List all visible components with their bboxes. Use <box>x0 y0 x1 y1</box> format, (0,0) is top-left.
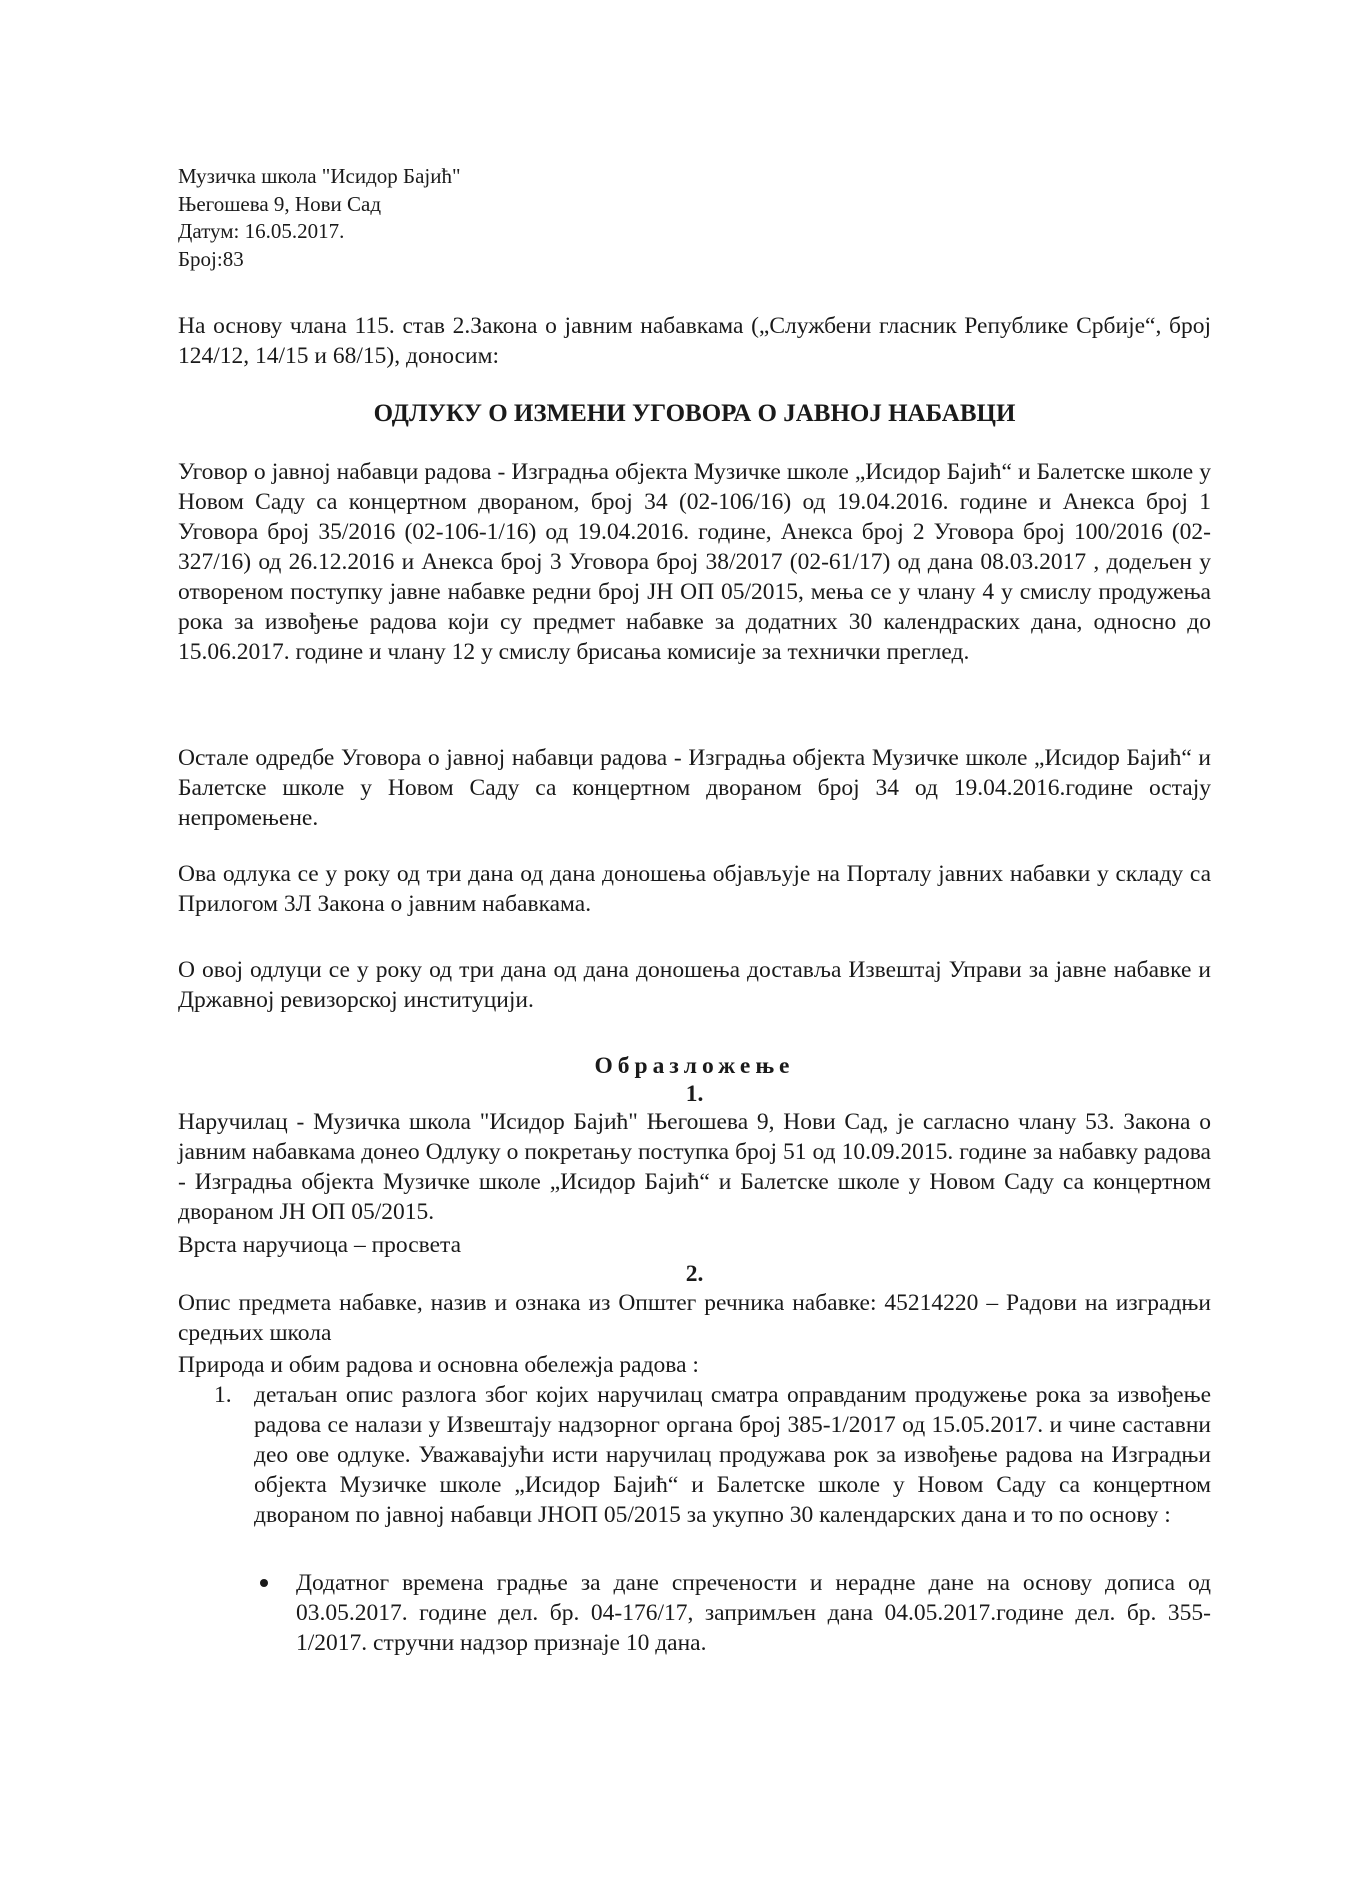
explanation-heading: Образложење <box>594 1053 795 1079</box>
document-date: Датум: 16.05.2017. <box>178 219 345 243</box>
section-1-number: 1. <box>685 1081 704 1107</box>
school-name: Музичка школа "Исидор Бајић" <box>178 164 461 188</box>
bullet-item-text: Додатног времена градње за дане спречености и нерадне дане на основу дописа од 03.05.2017. године дел. бр. 04-176/17, запримљен дана 04.05.2017.године дел. бр. 355-1/2017. стручни надзор признаје 10 дана. <box>296 1570 1211 1656</box>
paragraph-publication: Ова одлука се у року од три дана од дана доношења објављује на Порталу јавних набавки у складу са Прилогом 3Л Закона о јавним набавкама. <box>178 861 1211 917</box>
decision-title: ОДЛУКУ О ИЗМЕНИ УГОВОРА О ЈАВНОЈ НАБАВЦИ <box>373 400 1016 427</box>
list-item-text: детаљан опис разлога због којих наручилац сматра оправданим продужење рока за извођење радова се налази у Извештају надзорног органа број 385-1/2017 од 15.05.2017. и чине саставни део ове одлуке. Уважавајући исти наручилац продужава рок за извођење радова на Изградњи објекта Музичке школе „Исидор Бајић“ и Балетске школе у Новом Саду са концертном двораном по јавној набавци ЈНОП 05/2015 за укупно 30 календарских дана и то по основу : <box>254 1382 1211 1528</box>
intro-paragraph: На основу члана 115. став 2.Закона о јавним набавкама („Службени гласник Републике Србије“, број 124/12, 14/15 и 68/15), доносим: <box>178 313 1211 369</box>
works-nature: Природа и обим радова и основна обележја радова : <box>178 1352 699 1378</box>
paragraph-other-provisions: Остале одредбе Уговора о јавној набавци радова - Изградња објекта Музичке школе „Исидор Бајић“ и Балетске школе у Новом Саду са концертном двораном број 34 од 19.04.2016.године остају непромењене. <box>178 745 1211 831</box>
section-1-text: Наручилац - Музичка школа "Исидор Бајић" Његошева 9, Нови Сад, је сагласно члану 53. Закона о јавним набавкама донео Одлуку о покретању поступка број 51 од 10.09.2015. године за набавку радова - Изградња објекта Музичке школе „Исидор Бајић“ и Балетске школе у Новом Саду са концертном двораном ЈН ОП 05/2015. <box>178 1109 1211 1225</box>
list-item <box>214 1380 1211 1530</box>
school-address: Његошева 9, Нови Сад <box>178 191 382 216</box>
procurement-subject: Опис предмета набавке, назив и ознака из Општег речника набавке: 45214220 – Радови на изградњи средњих школа <box>178 1290 1211 1346</box>
document-number: Број:83 <box>178 246 244 271</box>
list-item-number: 1. <box>214 1382 232 1408</box>
bullet-item <box>256 1568 1211 1658</box>
letterhead <box>178 163 878 273</box>
paragraph-report: О овој одлуци се у року од три дана од дана доношења доставља Извештај Управи за јавне набавке и Државној ревизорској институцији. <box>178 957 1211 1013</box>
bullet-dot-icon <box>260 1579 268 1587</box>
paragraph-contract-change: Уговор о јавној набавци радова - Изградња објекта Музичке школе „Исидор Бајић“ и Балетске школе у Новом Саду са концертном двораном, број 34 (02-106/16) од 19.04.2016. године и Анекса број 1 Уговора број 35/2016 (02-106-1/16) од 19.04.2016. године, Анекса број 2 Уговора број 100/2016 (02-327/16) од 26.12.2016 и Анекса број 3 Уговора број 38/2017 (02-61/17) од дана 08.03.2017 , додељен у отвореном поступку јавне набавке редни број ЈН ОП 05/2015, мења се у члану 4 у смислу продужења рока за извођење радова који су предмет набавке за додатних 30 календраских дана, односно до 15.06.2017. године и члану 12 у смислу брисања комисије за технички преглед. <box>178 459 1211 665</box>
contracting-authority-type: Врста наручиоца – просвета <box>178 1232 462 1258</box>
section-2-number: 2. <box>685 1261 704 1287</box>
